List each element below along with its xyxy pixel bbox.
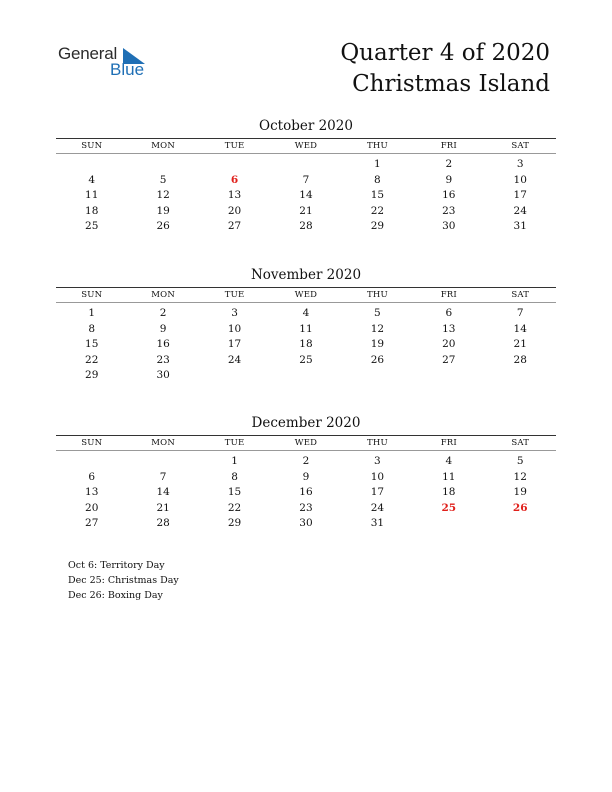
day-cell: 29 — [370, 220, 385, 232]
day-cell: 20 — [442, 338, 456, 350]
day-cell: 31 — [513, 220, 527, 232]
week-row — [56, 303, 556, 322]
day-cell: 9 — [302, 470, 310, 483]
weekday-label: THU — [366, 438, 388, 448]
day-cell: 28 — [156, 517, 170, 529]
day-cell: 16 — [156, 338, 170, 350]
day-cell: 18 — [442, 486, 456, 498]
day-cell: 21 — [156, 501, 170, 514]
day-cell: 8 — [88, 322, 96, 335]
month-title: December 2020 — [251, 415, 361, 431]
month-calendar — [56, 413, 556, 532]
day-cell: 10 — [227, 322, 242, 335]
day-cell: 10 — [370, 470, 385, 483]
weekday-label: TUE — [224, 290, 245, 300]
weekday-label: SAT — [511, 290, 530, 300]
weekday-label: TUE — [224, 141, 245, 151]
week-row — [56, 173, 556, 189]
weekday-label: THU — [366, 290, 388, 300]
day-cell: 11 — [299, 322, 313, 335]
weekday-label: THU — [366, 141, 388, 151]
weekday-label: MON — [151, 438, 175, 448]
weekday-label: WED — [294, 141, 318, 151]
generalblue-logo — [58, 44, 158, 84]
week-row — [56, 219, 556, 235]
weekday-label: TUE — [224, 438, 245, 448]
day-cell: 19 — [156, 204, 170, 217]
day-cell: 27 — [85, 517, 99, 529]
day-cell: 4 — [445, 455, 453, 467]
week-row — [56, 470, 556, 486]
day-cell: 20 — [85, 501, 99, 514]
day-cell: 15 — [227, 486, 242, 498]
logo-text-general: General — [58, 44, 118, 63]
day-cell: 3 — [516, 158, 524, 170]
title-region: Christmas Island — [352, 71, 550, 97]
month-grid — [56, 138, 556, 235]
day-cell: 22 — [227, 501, 242, 514]
day-cell: 20 — [227, 204, 242, 217]
empty-day-cell — [413, 368, 484, 384]
day-cell: 5 — [516, 455, 524, 467]
day-cell: 16 — [299, 486, 313, 498]
day-cell: 7 — [516, 307, 524, 319]
day-cell: 2 — [302, 455, 310, 467]
page-title — [340, 38, 550, 100]
day-cell: 30 — [442, 220, 456, 232]
empty-day-cell — [56, 157, 127, 173]
day-cell: 29 — [85, 369, 99, 381]
day-cell: 23 — [156, 353, 170, 366]
day-cell: 1 — [374, 158, 381, 170]
empty-day-cell — [270, 368, 341, 384]
empty-day-cell — [199, 368, 270, 384]
day-cell: 15 — [370, 189, 385, 201]
week-row — [56, 154, 556, 173]
day-cell: 19 — [370, 338, 385, 350]
weekday-label: MON — [151, 290, 175, 300]
weekday-label: SUN — [81, 141, 103, 151]
week-row — [56, 188, 556, 204]
day-cell: 24 — [370, 501, 385, 514]
day-cell: 3 — [231, 307, 238, 319]
empty-day-cell — [270, 157, 341, 173]
day-cell: 11 — [442, 470, 456, 483]
weekday-label: SUN — [81, 438, 103, 448]
weekday-label: SAT — [511, 141, 530, 151]
day-cell: 30 — [156, 369, 170, 381]
day-cell: 29 — [227, 517, 242, 529]
week-row — [56, 337, 556, 353]
weekday-header-row — [56, 436, 556, 451]
day-cell: 2 — [159, 307, 167, 319]
weekday-label: SUN — [81, 290, 103, 300]
day-cell: 7 — [159, 470, 167, 483]
day-cell: 17 — [370, 486, 385, 498]
day-cell: 25 — [85, 220, 99, 232]
day-cell: 18 — [299, 338, 313, 350]
day-cell: 23 — [442, 204, 456, 217]
day-cell: 6 — [88, 470, 96, 483]
month-title: November 2020 — [250, 267, 362, 283]
weekday-label: FRI — [440, 438, 457, 448]
empty-day-cell — [199, 157, 270, 173]
week-row — [56, 516, 556, 532]
day-cell: 5 — [159, 173, 167, 186]
day-cell: 22 — [85, 353, 99, 366]
day-cell: 12 — [513, 470, 527, 483]
day-cell: 11 — [85, 189, 99, 201]
day-cell: 19 — [513, 486, 527, 498]
weekday-label: FRI — [440, 290, 457, 300]
day-cell: 31 — [370, 517, 385, 529]
day-cell: 27 — [227, 220, 242, 232]
day-cell: 16 — [442, 189, 456, 201]
day-cell: 27 — [442, 353, 456, 366]
day-cell: 22 — [370, 204, 385, 217]
day-cell: 15 — [85, 338, 99, 350]
day-cell: 10 — [513, 173, 527, 186]
day-cell: 23 — [299, 501, 313, 514]
day-cell: 1 — [88, 307, 96, 319]
day-cell: 4 — [302, 307, 310, 319]
day-cell: 25 — [299, 353, 313, 366]
day-cell: 30 — [299, 517, 313, 529]
holiday-note: Oct 6: Territory Day — [68, 560, 165, 571]
day-cell: 21 — [513, 338, 527, 350]
day-cell: 21 — [299, 204, 313, 217]
weekday-header-row — [56, 288, 556, 303]
day-cell: 4 — [88, 173, 96, 186]
logo-text-blue: Blue — [110, 60, 145, 79]
day-cell: 26 — [370, 353, 385, 366]
week-row — [56, 322, 556, 338]
empty-day-cell — [127, 454, 198, 470]
empty-day-cell — [342, 368, 413, 384]
holiday-note: Dec 25: Christmas Day — [68, 574, 179, 586]
day-cell: 13 — [85, 486, 99, 498]
day-cell: 18 — [85, 204, 99, 217]
month-calendar — [56, 116, 556, 235]
month-grid — [56, 435, 556, 532]
weekday-header-row — [56, 139, 556, 154]
week-row — [56, 485, 556, 501]
week-row — [56, 353, 556, 369]
week-row — [56, 451, 556, 470]
weekday-label: SAT — [511, 438, 530, 448]
month-calendar — [56, 265, 556, 384]
empty-day-cell — [56, 454, 127, 470]
day-cell: 12 — [370, 322, 385, 335]
day-cell: 17 — [513, 189, 527, 201]
day-cell: 12 — [156, 189, 170, 201]
day-cell: 9 — [159, 322, 167, 335]
day-cell: 24 — [227, 353, 242, 366]
title-quarter: Quarter 4 of 2020 — [340, 40, 550, 66]
holiday-day-cell: 26 — [512, 501, 528, 514]
day-cell: 13 — [227, 189, 242, 201]
day-cell: 9 — [445, 173, 453, 186]
weekday-label: WED — [294, 438, 318, 448]
empty-day-cell — [413, 516, 484, 532]
week-row — [56, 368, 556, 384]
weekday-label: MON — [151, 141, 175, 151]
month-grid — [56, 287, 556, 384]
weekday-label: WED — [294, 290, 318, 300]
day-cell: 24 — [513, 204, 527, 217]
day-cell: 14 — [156, 486, 170, 498]
day-cell: 7 — [302, 173, 310, 186]
day-cell: 14 — [513, 322, 527, 335]
holiday-day-cell: 6 — [230, 173, 239, 186]
day-cell: 8 — [231, 470, 238, 483]
day-cell: 2 — [445, 158, 453, 170]
weekday-label: FRI — [440, 141, 457, 151]
day-cell: 28 — [513, 353, 527, 366]
day-cell: 28 — [299, 220, 313, 232]
day-cell: 5 — [374, 307, 381, 319]
holiday-day-cell: 25 — [441, 501, 457, 514]
day-cell: 14 — [299, 189, 313, 201]
month-title: October 2020 — [259, 118, 353, 134]
day-cell: 8 — [374, 173, 381, 186]
day-cell: 26 — [156, 220, 170, 232]
empty-day-cell — [485, 516, 556, 532]
day-cell: 13 — [442, 322, 456, 335]
empty-day-cell — [485, 368, 556, 384]
day-cell: 17 — [227, 338, 242, 350]
holiday-note: Dec 26: Boxing Day — [68, 589, 163, 601]
day-cell: 1 — [231, 455, 238, 467]
day-cell: 3 — [374, 455, 381, 467]
holiday-notes — [68, 559, 179, 603]
day-cell: 6 — [445, 307, 453, 319]
empty-day-cell — [127, 157, 198, 173]
week-row — [56, 204, 556, 220]
week-row — [56, 501, 556, 517]
